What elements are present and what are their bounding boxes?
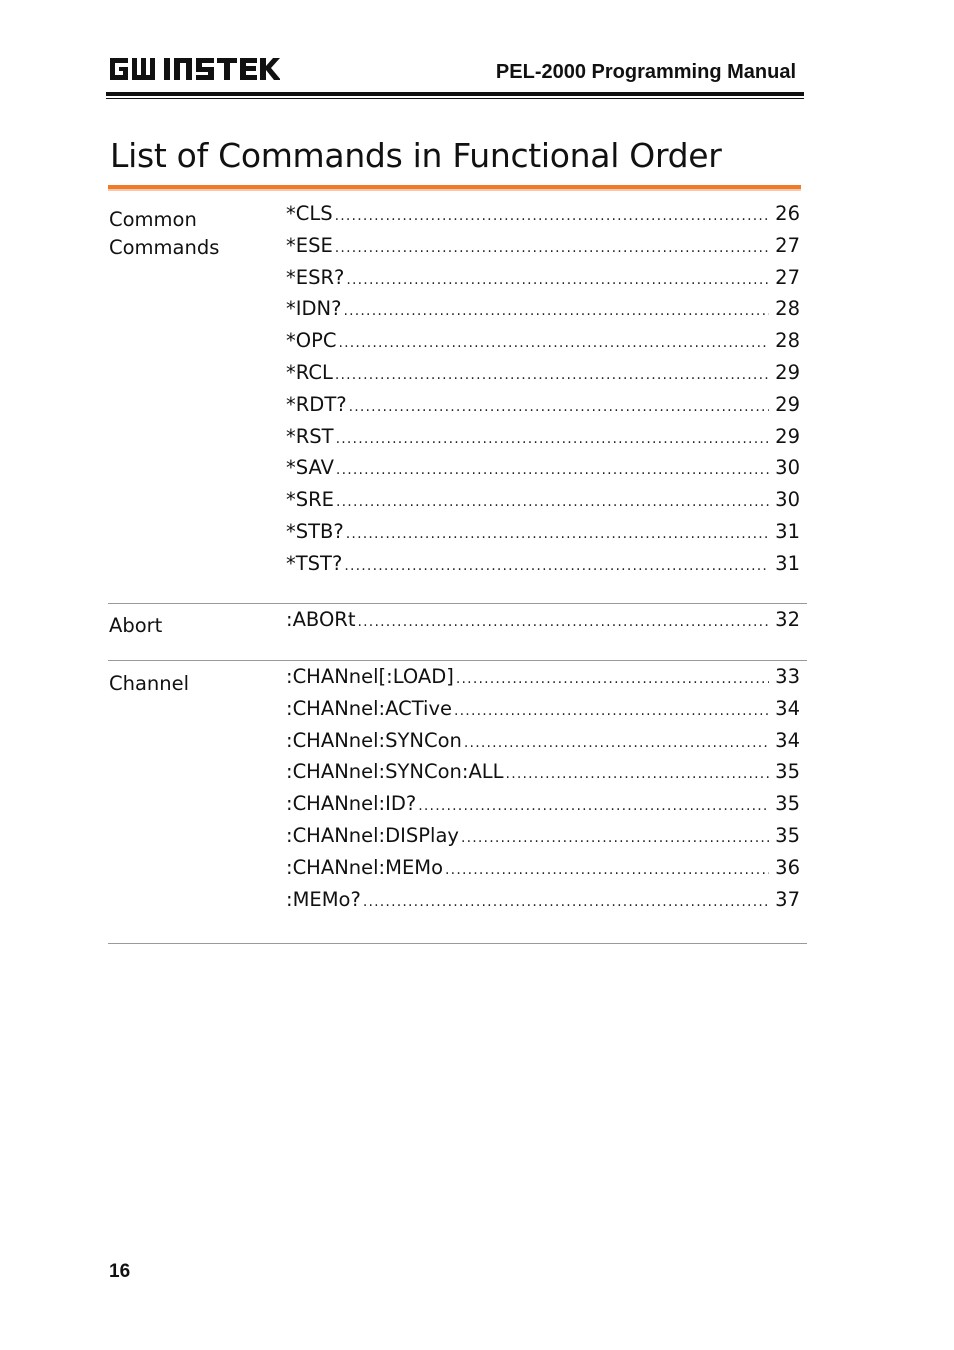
page-ref: 35 [775, 760, 800, 784]
command-list [286, 665, 800, 919]
section-label-line: Commands [109, 236, 220, 259]
section-label-line: Channel [109, 672, 190, 695]
command-name: *CLS [286, 202, 333, 225]
command-entry-channel-display[interactable] [286, 824, 800, 856]
command-entry-cls[interactable] [286, 202, 800, 234]
command-entry-rdt[interactable] [286, 393, 800, 425]
section-divider [108, 603, 807, 604]
dot-leader [461, 830, 769, 846]
section-label-line: Abort [109, 614, 163, 637]
command-entry-channel-load[interactable] [286, 665, 800, 697]
dot-leader [506, 766, 770, 782]
dot-leader [346, 526, 769, 542]
dot-leader [418, 798, 769, 814]
page-ref: 26 [775, 202, 800, 225]
page-number: 16 [109, 1261, 131, 1282]
section-common-commands [108, 202, 807, 602]
page-ref: 29 [775, 360, 800, 384]
logo-graphic [108, 54, 280, 84]
section-divider [108, 660, 807, 661]
command-entry-abort[interactable] [286, 608, 800, 640]
command-list [286, 202, 800, 584]
header-rule-thin [106, 98, 804, 99]
command-entry-opc[interactable] [286, 329, 800, 361]
command-name: :ABORt [286, 608, 356, 631]
command-entry-channel-syncon[interactable] [286, 729, 800, 761]
dot-leader [454, 703, 769, 719]
section-abort [108, 608, 807, 658]
command-entry-rst[interactable] [286, 425, 800, 457]
page-ref: 31 [775, 551, 800, 575]
command-name: :CHANnel:ID? [286, 792, 417, 816]
manual-title: PEL-2000 Programming Manual [495, 61, 796, 83]
dot-leader [358, 614, 770, 630]
dot-leader [363, 894, 769, 910]
section-channel [108, 665, 807, 935]
command-name: :CHANnel:ACTive [286, 696, 452, 720]
command-name: *RDT? [286, 392, 347, 416]
page-heading: List of Commands in Functional Order [110, 136, 722, 175]
command-entry-tst[interactable] [286, 552, 800, 584]
command-name: *IDN? [286, 297, 342, 321]
gw-instek-logo [108, 54, 280, 84]
command-entry-memo[interactable] [286, 888, 800, 920]
command-name: *STB? [286, 519, 344, 543]
dot-leader [456, 671, 769, 687]
page-ref: 34 [775, 728, 800, 752]
command-entry-stb[interactable] [286, 520, 800, 552]
dot-leader [343, 303, 769, 319]
command-name: :MEMo? [286, 887, 361, 911]
header-rule-thick [106, 92, 804, 96]
command-name: *TST? [286, 551, 343, 575]
dot-leader [464, 735, 769, 751]
dot-leader [346, 272, 769, 288]
page-ref: 28 [775, 329, 800, 353]
section-label-common-commands [109, 206, 219, 262]
command-name: :CHANnel:SYNCon [286, 728, 462, 752]
command-entry-rcl[interactable] [286, 361, 800, 393]
command-entry-sre[interactable] [286, 488, 800, 520]
heading-accent-rule-shadow [108, 189, 801, 191]
page-ref: 34 [775, 696, 800, 720]
dot-leader [445, 862, 769, 878]
section-divider [108, 943, 807, 944]
dot-leader [335, 240, 769, 256]
page-ref: 27 [775, 265, 800, 289]
command-entry-ese[interactable] [286, 234, 800, 266]
page-ref: 30 [775, 456, 800, 480]
command-entry-channel-active[interactable] [286, 697, 800, 729]
command-entry-idn[interactable] [286, 297, 800, 329]
dot-leader [335, 367, 769, 383]
command-name: *SAV [286, 456, 334, 480]
command-entry-channel-id[interactable] [286, 792, 800, 824]
command-name: :CHANnel[:LOAD] [286, 665, 454, 688]
page-ref: 30 [775, 488, 800, 512]
page-ref: 37 [775, 887, 800, 911]
command-name: :CHANnel:SYNCon:ALL [286, 760, 504, 784]
page-ref: 27 [775, 233, 800, 257]
command-name: *ESE [286, 233, 333, 257]
command-name: :CHANnel:DISPlay [286, 823, 459, 847]
page-ref: 32 [775, 608, 800, 631]
command-entry-channel-memo[interactable] [286, 856, 800, 888]
page-ref: 33 [775, 665, 800, 688]
command-list [286, 608, 800, 640]
page-ref: 29 [775, 424, 800, 448]
dot-leader [336, 494, 769, 510]
page-ref: 35 [775, 792, 800, 816]
dot-leader [336, 431, 770, 447]
page-ref: 28 [775, 297, 800, 321]
command-name: *SRE [286, 488, 334, 512]
page-ref: 36 [775, 855, 800, 879]
command-entry-esr[interactable] [286, 266, 800, 298]
page-ref: 35 [775, 823, 800, 847]
dot-leader [336, 462, 769, 478]
dot-leader [335, 208, 770, 224]
page-ref: 29 [775, 392, 800, 416]
section-label-line: Common [109, 208, 197, 231]
dot-leader [338, 335, 769, 351]
dot-leader [344, 558, 769, 574]
command-name: *OPC [286, 329, 337, 353]
command-name: *RCL [286, 360, 333, 384]
section-label-channel [109, 670, 189, 698]
command-name: *ESR? [286, 265, 345, 289]
command-name: :CHANnel:MEMo [286, 855, 444, 879]
command-name: *RST [286, 424, 334, 448]
dot-leader [349, 399, 770, 415]
section-label-abort [109, 612, 162, 640]
page-ref: 31 [775, 519, 800, 543]
command-entry-channel-syncon-all[interactable] [286, 760, 800, 792]
command-entry-sav[interactable] [286, 456, 800, 488]
